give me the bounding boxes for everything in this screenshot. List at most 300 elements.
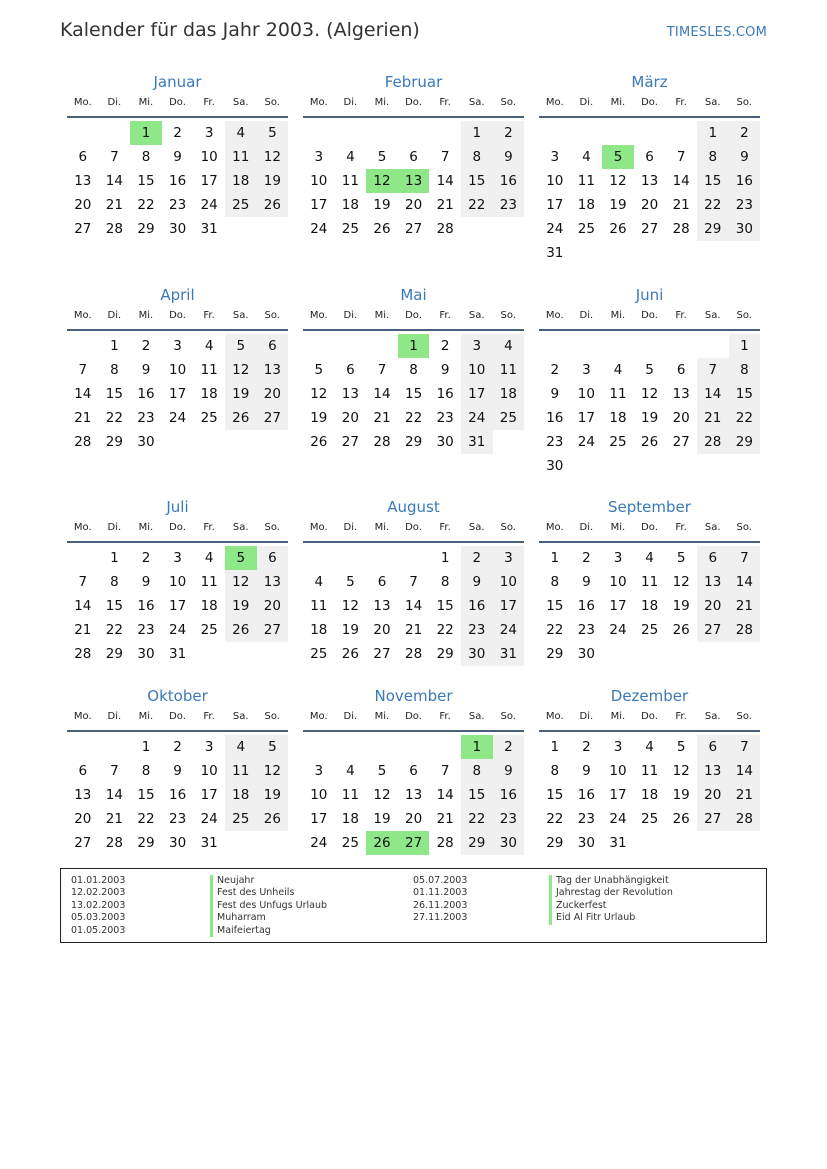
- day-cell: 4: [204, 338, 214, 354]
- day-cell: 11: [493, 358, 525, 382]
- day-cell: 2: [173, 125, 182, 141]
- day-cell: 3: [550, 149, 560, 165]
- day-cell: 10: [200, 149, 218, 165]
- day-cell: 4: [314, 574, 324, 590]
- weekday-label: Di.: [107, 522, 122, 533]
- day-cell: 31: [461, 430, 493, 454]
- day-cell: 20: [257, 594, 289, 618]
- month-name: Mai: [400, 286, 427, 304]
- day-cell: 7: [78, 574, 88, 590]
- day-cell: 19: [257, 169, 289, 193]
- day-cell: 5: [257, 735, 289, 759]
- empty-cell: [303, 334, 335, 358]
- day-cell: 2: [550, 362, 560, 378]
- weekday-label: So.: [736, 522, 752, 533]
- day-cell: 27: [257, 406, 289, 430]
- day-cell: 19: [225, 382, 257, 406]
- day-cell: 20: [373, 622, 391, 638]
- weekday-label: Sa.: [468, 522, 485, 533]
- empty-cell: [571, 334, 603, 358]
- day-cell: 8: [729, 358, 761, 382]
- month-7: [67, 497, 288, 666]
- day-cell: 6: [409, 149, 418, 165]
- weekday-label: Mo.: [545, 97, 564, 108]
- day-cell: 9: [173, 149, 182, 165]
- day-cell: 17: [577, 410, 595, 426]
- day-cell: 31: [168, 646, 187, 662]
- day-cell: 23: [577, 811, 595, 827]
- day-cell: 14: [436, 173, 454, 189]
- day-cell: 18: [310, 622, 328, 638]
- weekday-label: So.: [500, 310, 516, 321]
- day-cell: 30: [577, 646, 595, 662]
- day-cell: 28: [404, 646, 423, 662]
- day-cell: 30: [168, 221, 187, 237]
- day-cell: 7: [409, 574, 418, 590]
- day-cell: 17: [168, 598, 187, 614]
- day-cell: 10: [200, 763, 218, 779]
- day-cell: 4: [645, 550, 654, 566]
- weekday-label: Sa.: [232, 310, 249, 321]
- empty-cell: [602, 121, 634, 145]
- empty-cell: [571, 121, 603, 145]
- day-cell: 28: [105, 221, 123, 237]
- day-cell: 18: [225, 783, 257, 807]
- legend-names-right: [549, 875, 673, 925]
- day-cell: 25: [341, 835, 359, 851]
- day-cell: 25: [225, 193, 257, 217]
- day-cell: 14: [672, 173, 690, 189]
- empty-cell: [665, 334, 697, 358]
- day-cell: 25: [225, 807, 257, 831]
- legend-holiday-name: Neujahr: [210, 875, 327, 887]
- empty-cell: [67, 546, 99, 570]
- weekday-label: Fr.: [439, 711, 451, 722]
- day-cell: 13: [74, 787, 92, 803]
- day-cell: 4: [613, 362, 623, 378]
- weekday-label: Mo.: [73, 522, 92, 533]
- day-cell: 17: [310, 811, 328, 827]
- day-cell: 8: [697, 145, 729, 169]
- day-cell: 25: [493, 406, 525, 430]
- day-cell: 18: [640, 787, 659, 803]
- legend-holiday-name: Jahrestag der Revolution: [549, 887, 673, 899]
- day-cell: 20: [74, 197, 92, 213]
- month-name: Juli: [166, 498, 189, 516]
- legend-date: 12.02.2003: [71, 887, 126, 899]
- day-cell: 11: [225, 145, 257, 169]
- day-cell: 3: [493, 546, 525, 570]
- day-cell: 16: [493, 783, 525, 807]
- month-name: September: [608, 498, 691, 516]
- month-name: März: [631, 73, 668, 91]
- weekday-header: [67, 710, 288, 732]
- day-cell: 23: [461, 618, 493, 642]
- day-cell: 21: [672, 197, 690, 213]
- day-cell: 26: [672, 811, 690, 827]
- day-cell: 15: [729, 382, 761, 406]
- empty-cell: [99, 121, 131, 145]
- day-cell: 18: [341, 197, 359, 213]
- weekday-label: Mo.: [73, 310, 92, 321]
- month-8: [303, 497, 524, 666]
- day-cell: 9: [550, 386, 560, 402]
- day-cell: 10: [168, 574, 187, 590]
- day-cell: 24: [168, 622, 187, 638]
- day-cell: 11: [341, 787, 359, 803]
- day-cell: 27: [74, 835, 92, 851]
- empty-cell: [539, 334, 571, 358]
- day-cell: 22: [729, 406, 761, 430]
- weekday-label: Fr.: [675, 522, 687, 533]
- empty-cell: [634, 334, 666, 358]
- day-cell: 17: [310, 197, 328, 213]
- day-cell: 17: [609, 598, 627, 614]
- day-cell: 29: [404, 434, 423, 450]
- day-cell: 8: [550, 574, 560, 590]
- weekday-label: So.: [736, 97, 752, 108]
- weekday-label: Mi.: [138, 711, 154, 722]
- day-cell: 18: [225, 169, 257, 193]
- day-cell: 24: [200, 197, 218, 213]
- empty-cell: [398, 546, 430, 570]
- day-cell: 2: [729, 121, 761, 145]
- day-cell: 7: [78, 362, 88, 378]
- day-cell: 8: [110, 574, 119, 590]
- day-cell: 27: [74, 221, 92, 237]
- day-cell: 26: [373, 221, 391, 237]
- weekday-label: Di.: [107, 310, 122, 321]
- day-cell: 13: [697, 759, 729, 783]
- empty-cell: [398, 735, 430, 759]
- weekday-label: Mo.: [309, 97, 328, 108]
- day-cell: 16: [577, 787, 595, 803]
- day-cell: 24: [546, 221, 564, 237]
- day-cell: 13: [373, 598, 391, 614]
- day-cell: 9: [582, 763, 591, 779]
- day-cell: 21: [436, 811, 454, 827]
- day-cell: 7: [110, 149, 119, 165]
- day-cell: 6: [346, 362, 355, 378]
- day-cell: 11: [577, 173, 595, 189]
- day-cell: 19: [257, 783, 289, 807]
- weekday-label: Sa.: [468, 97, 485, 108]
- day-cell: 23: [137, 410, 155, 426]
- day-cell: 15: [105, 598, 123, 614]
- empty-cell: [366, 121, 398, 145]
- day-grid: [67, 735, 288, 855]
- day-cell: 19: [310, 410, 328, 426]
- day-cell: 28: [729, 807, 761, 831]
- day-cell: 5: [314, 362, 324, 378]
- weekday-label: Sa.: [232, 97, 249, 108]
- day-cell: 26: [341, 646, 359, 662]
- weekday-label: Mo.: [309, 522, 328, 533]
- weekday-label: Do.: [405, 522, 422, 533]
- day-cell: 16: [436, 386, 454, 402]
- day-cell: 10: [546, 173, 564, 189]
- weekday-label: Fr.: [203, 522, 215, 533]
- day-cell: 13: [697, 570, 729, 594]
- day-grid: [303, 546, 524, 666]
- day-cell: 29: [697, 217, 729, 241]
- day-cell: 28: [105, 835, 123, 851]
- day-cell: 21: [729, 594, 761, 618]
- weekday-label: Sa.: [704, 711, 721, 722]
- day-cell: 28: [74, 646, 92, 662]
- weekday-label: Di.: [107, 97, 122, 108]
- weekday-label: Fr.: [439, 522, 451, 533]
- weekday-label: So.: [500, 522, 516, 533]
- day-cell: 21: [436, 197, 454, 213]
- legend-holiday-name: Muharram: [210, 912, 327, 924]
- day-cell: 12: [373, 787, 391, 803]
- day-cell: 20: [672, 410, 690, 426]
- day-cell: 15: [461, 783, 493, 807]
- day-cell: 30: [729, 217, 761, 241]
- day-cell: 12: [257, 759, 289, 783]
- day-cell: 2: [141, 338, 151, 354]
- day-cell: 7: [676, 149, 686, 165]
- holiday-day-cell: 5: [225, 546, 257, 570]
- legend-date: 13.02.2003: [71, 899, 126, 911]
- weekday-label: Do.: [641, 711, 658, 722]
- weekday-label: Di.: [343, 310, 358, 321]
- day-cell: 23: [577, 622, 595, 638]
- day-cell: 9: [493, 759, 525, 783]
- month-9: [539, 497, 760, 666]
- day-cell: 19: [341, 622, 359, 638]
- day-grid: [303, 121, 524, 241]
- empty-cell: [335, 546, 367, 570]
- holiday-day-cell: 27: [398, 831, 430, 855]
- day-cell: 30: [137, 646, 155, 662]
- day-cell: 10: [493, 570, 525, 594]
- day-cell: 2: [582, 739, 591, 755]
- day-cell: 13: [74, 173, 92, 189]
- empty-cell: [366, 334, 398, 358]
- day-cell: 11: [200, 362, 218, 378]
- day-cell: 19: [640, 410, 659, 426]
- weekday-header: [67, 521, 288, 543]
- weekday-label: Do.: [169, 310, 186, 321]
- day-cell: 14: [105, 173, 123, 189]
- month-4: [67, 285, 288, 454]
- day-cell: 5: [346, 574, 355, 590]
- holiday-day-cell: 5: [602, 145, 634, 169]
- day-cell: 15: [697, 169, 729, 193]
- day-cell: 27: [373, 646, 391, 662]
- day-cell: 10: [461, 358, 493, 382]
- day-cell: 4: [204, 550, 214, 566]
- day-cell: 15: [436, 598, 454, 614]
- day-cell: 7: [729, 735, 761, 759]
- day-cell: 12: [672, 763, 690, 779]
- month-name: Januar: [153, 73, 202, 91]
- weekday-label: Do.: [641, 97, 658, 108]
- day-cell: 4: [493, 334, 525, 358]
- weekday-label: So.: [264, 310, 280, 321]
- day-cell: 3: [461, 334, 493, 358]
- day-cell: 28: [697, 430, 729, 454]
- day-cell: 19: [373, 197, 391, 213]
- legend-names-left: [210, 875, 327, 937]
- weekday-label: Di.: [579, 97, 594, 108]
- weekday-label: Mi.: [138, 310, 154, 321]
- day-cell: 3: [173, 338, 182, 354]
- empty-cell: [366, 546, 398, 570]
- weekday-label: Fr.: [203, 711, 215, 722]
- day-cell: 18: [577, 197, 595, 213]
- day-cell: 21: [729, 783, 761, 807]
- weekday-label: Di.: [343, 97, 358, 108]
- day-cell: 23: [168, 811, 187, 827]
- weekday-label: Mi.: [374, 522, 390, 533]
- day-cell: 3: [613, 739, 623, 755]
- empty-cell: [335, 735, 367, 759]
- day-cell: 7: [110, 763, 119, 779]
- day-cell: 30: [436, 434, 454, 450]
- day-cell: 31: [493, 642, 525, 666]
- day-cell: 29: [461, 831, 493, 855]
- day-grid: [539, 546, 760, 666]
- weekday-label: Fr.: [675, 310, 687, 321]
- holiday-day-cell: 26: [366, 831, 398, 855]
- day-cell: 2: [493, 121, 525, 145]
- holiday-day-cell: 1: [398, 334, 430, 358]
- day-cell: 8: [440, 574, 450, 590]
- day-cell: 16: [137, 386, 155, 402]
- weekday-label: Sa.: [704, 310, 721, 321]
- day-cell: 22: [105, 622, 123, 638]
- day-cell: 16: [137, 598, 155, 614]
- weekday-label: Di.: [579, 522, 594, 533]
- day-cell: 30: [577, 835, 595, 851]
- day-cell: 3: [204, 739, 214, 755]
- empty-cell: [335, 334, 367, 358]
- weekday-label: Do.: [641, 310, 658, 321]
- weekday-label: Mo.: [309, 711, 328, 722]
- day-cell: 18: [341, 811, 359, 827]
- month-11: [303, 686, 524, 855]
- day-cell: 29: [105, 646, 123, 662]
- weekday-label: So.: [264, 97, 280, 108]
- day-cell: 8: [550, 763, 560, 779]
- day-cell: 16: [546, 410, 564, 426]
- empty-cell: [303, 735, 335, 759]
- day-grid: [539, 121, 760, 265]
- weekday-header: [303, 309, 524, 331]
- day-cell: 17: [461, 382, 493, 406]
- day-cell: 29: [436, 646, 454, 662]
- month-name: Juni: [635, 286, 664, 304]
- day-cell: 8: [110, 362, 119, 378]
- weekday-label: Do.: [641, 522, 658, 533]
- day-grid: [303, 334, 524, 454]
- month-name: Februar: [384, 73, 443, 91]
- day-cell: 20: [640, 197, 659, 213]
- day-cell: 21: [373, 410, 391, 426]
- weekday-label: Sa.: [232, 711, 249, 722]
- weekday-label: Mi.: [374, 310, 390, 321]
- weekday-label: Mi.: [374, 711, 390, 722]
- legend-dates-right: [413, 875, 467, 925]
- day-cell: 9: [582, 574, 591, 590]
- day-cell: 1: [141, 739, 151, 755]
- day-grid: [67, 121, 288, 241]
- weekday-header: [67, 309, 288, 331]
- day-cell: 19: [609, 197, 627, 213]
- site-logo[interactable]: TIMESLES.COM: [666, 25, 767, 40]
- day-cell: 2: [461, 546, 493, 570]
- day-cell: 15: [461, 169, 493, 193]
- empty-cell: [665, 121, 697, 145]
- day-cell: 18: [200, 386, 218, 402]
- day-cell: 1: [550, 550, 560, 566]
- day-cell: 6: [645, 149, 654, 165]
- day-cell: 6: [257, 334, 289, 358]
- day-cell: 16: [461, 594, 493, 618]
- day-cell: 11: [640, 763, 659, 779]
- day-cell: 24: [493, 618, 525, 642]
- day-cell: 11: [200, 574, 218, 590]
- day-cell: 14: [404, 598, 423, 614]
- day-cell: 23: [436, 410, 454, 426]
- day-cell: 21: [105, 197, 123, 213]
- day-cell: 30: [461, 642, 493, 666]
- empty-cell: [303, 546, 335, 570]
- day-cell: 30: [546, 458, 564, 474]
- day-cell: 20: [404, 197, 423, 213]
- day-cell: 3: [204, 125, 214, 141]
- day-cell: 18: [640, 598, 659, 614]
- day-cell: 28: [373, 434, 391, 450]
- legend-date: 01.11.2003: [413, 887, 468, 899]
- weekday-label: Fr.: [675, 711, 687, 722]
- day-cell: 19: [373, 811, 391, 827]
- day-cell: 15: [404, 386, 423, 402]
- month-10: [67, 686, 288, 855]
- day-cell: 8: [409, 362, 418, 378]
- day-cell: 21: [697, 406, 729, 430]
- day-cell: 10: [609, 763, 627, 779]
- weekday-label: Mi.: [610, 97, 626, 108]
- day-cell: 17: [200, 173, 218, 189]
- weekday-label: Do.: [169, 97, 186, 108]
- weekday-header: [539, 309, 760, 331]
- empty-cell: [602, 334, 634, 358]
- day-cell: 11: [310, 598, 328, 614]
- day-cell: 7: [697, 358, 729, 382]
- weekday-label: Sa.: [704, 97, 721, 108]
- day-cell: 16: [168, 173, 187, 189]
- day-cell: 1: [110, 338, 119, 354]
- day-cell: 3: [314, 763, 324, 779]
- day-cell: 22: [461, 193, 493, 217]
- day-cell: 8: [461, 145, 493, 169]
- day-cell: 9: [173, 763, 182, 779]
- day-cell: 23: [493, 807, 525, 831]
- day-cell: 26: [672, 622, 690, 638]
- month-name: April: [160, 286, 195, 304]
- day-cell: 29: [546, 646, 564, 662]
- day-cell: 1: [461, 121, 493, 145]
- day-cell: 14: [436, 787, 454, 803]
- legend-holiday-name: Fest des Unheils: [210, 887, 327, 899]
- day-cell: 11: [225, 759, 257, 783]
- day-cell: 10: [609, 574, 627, 590]
- weekday-label: So.: [264, 711, 280, 722]
